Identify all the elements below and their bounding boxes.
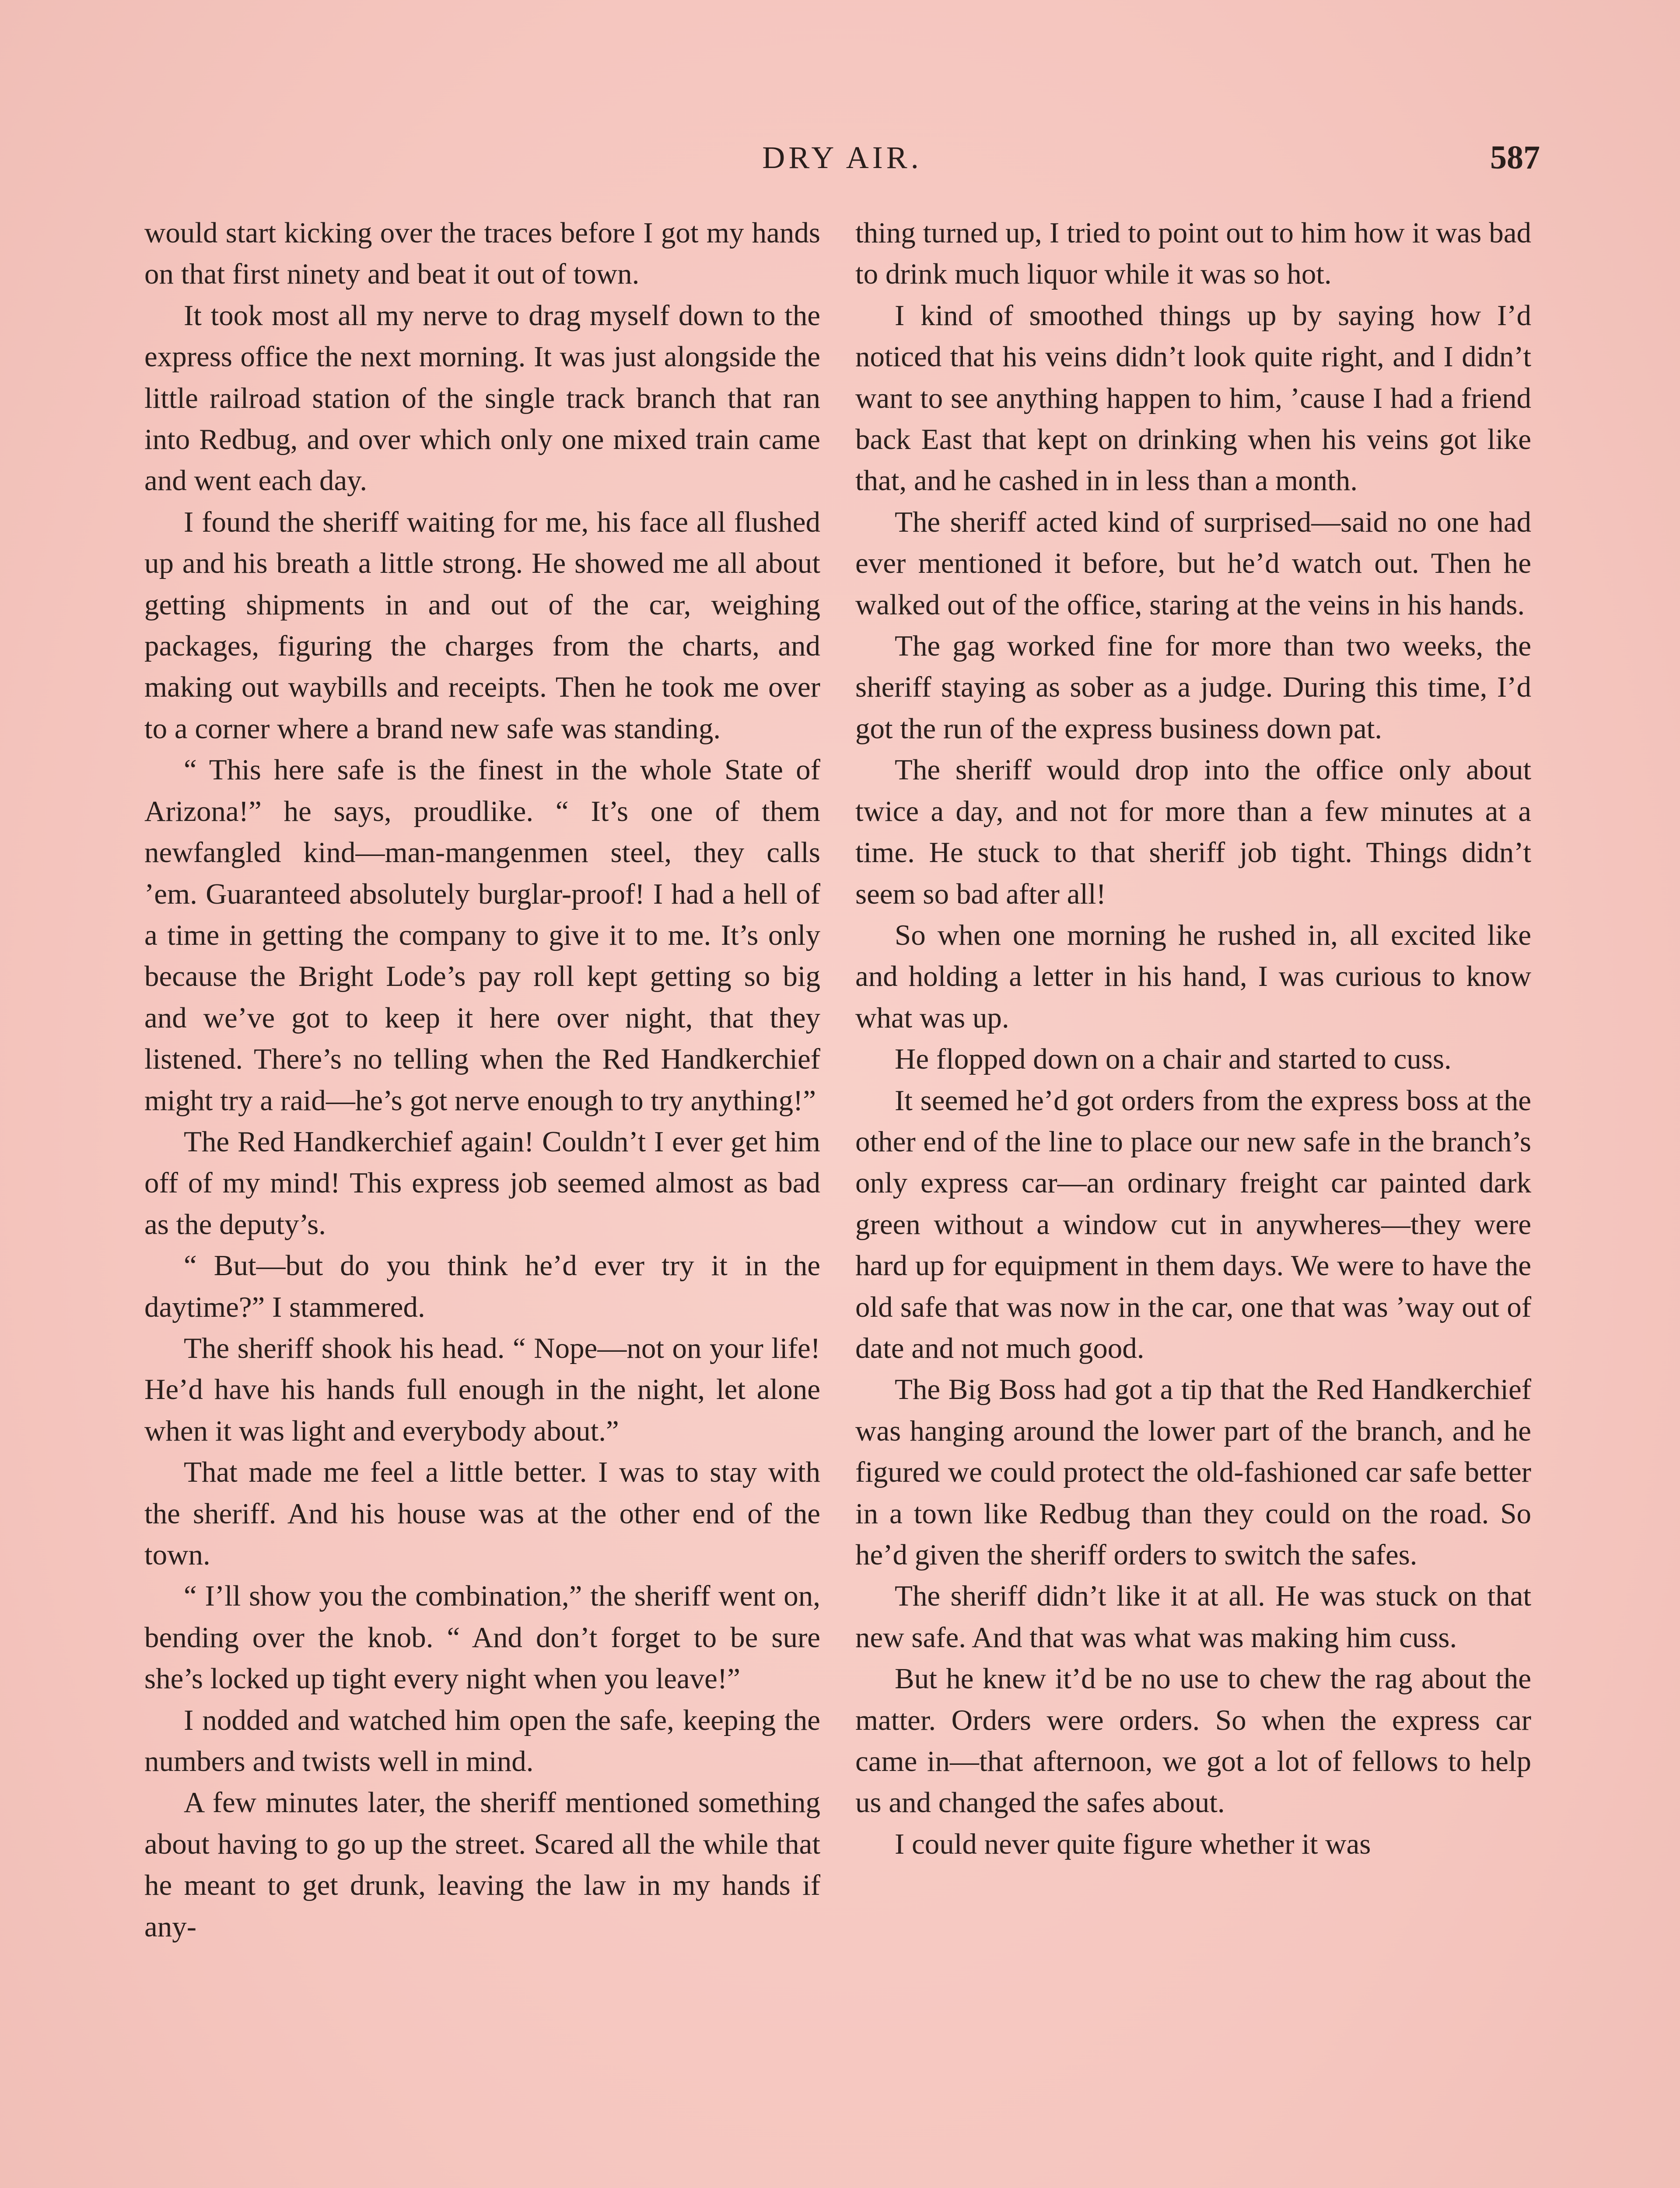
paragraph: The sheriff would drop into the office only about twice a day, and not for more than a few minutes at a time. He stuck to that sheriff job tight. Things didn’t seem so bad after all! [855,754,1531,910]
paragraph: I could never quite figure whether it was [895,1827,1371,1860]
page-number: 587 [1490,139,1540,176]
paragraph: I kind of smoothed things up by saying how I’d noticed that his veins didn’t look quite right, and I didn’t want to see anything happen to him, ’cause I had a friend back East that kept on drinking when his veins got like that, and he cashed in in less than a month. [855,299,1531,497]
paragraph: A few minutes later, the sheriff mentioned something about having to go up the street. Scared all the while that he meant to get drunk, leaving the law in my hands if any- [144,1786,820,1943]
paragraph: So when one morning he rushed in, all excited like and holding a letter in his hand, I was curious to know what was up. [855,919,1531,1034]
paragraph: “ But—but do you think he’d ever try it in the daytime?” I stammered. [144,1249,820,1323]
paragraph: That made me feel a little better. I was to stay with the sheriff. And his house was at the other end of the town. [144,1456,820,1571]
paragraph: The sheriff didn’t like it at all. He was stuck on that new safe. And that was what was making him cuss. [855,1580,1531,1654]
text-body [144,212,1540,2188]
paragraph: “ I’ll show you the combination,” the sheriff went on, bending over the knob. “ And don’t forget to be sure she’s locked up tight every night when you leave!” [144,1580,820,1695]
paragraph: “ This here safe is the finest in the whole State of Arizona!” he says, proudlike. “ It’s one of them newfangled kind—man-mangenmen steel, they calls ’em. Guaranteed absolutely burglar-proof! I had a hell of a time in getting the company to give it to me. It’s only because the Bright Lode’s pay roll kept getting so big and we’ve got to keep it here over night, that they listened. There’s no telling when the Red Handkerchief might try a raid—he’s got nerve enough to try anything!” [144,754,820,1117]
paragraph: He flopped down on a chair and started to cuss. [895,1043,1452,1076]
paragraph: I nodded and watched him open the safe, keeping the numbers and twists well in mind. [144,1704,820,1778]
paragraph: The Big Boss had got a tip that the Red Handkerchief was hanging around the lower part of the branch, and he figured we could protect the old-fashioned car safe better in a town like Redbug than they could on the road. So he’d given the sheriff orders to switch the safes. [855,1373,1531,1571]
paragraph: It seemed he’d got orders from the express boss at the other end of the line to place our new safe in the branch’s only express car—an ordinary freight car painted dark green without a window cut in anywheres—they were hard up for equipment in them days. We were to have the old safe that was now in the car, one that was ’way out of date and not much good. [855,1084,1531,1364]
paragraph: thing turned up, I tried to point out to him how it was bad to drink much liquor while it was so hot. [855,217,1531,291]
running-title: DRY AIR. [762,140,922,175]
paragraph: would start kicking over the traces before I got my hands on that first ninety and beat it out of town. [144,217,820,291]
right-column [855,212,1531,2188]
paragraph: The gag worked fine for more than two weeks, the sheriff staying as sober as a judge. During this time, I’d got the run of the express business down pat. [855,630,1531,745]
paragraph: It took most all my nerve to drag myself down to the express office the next morning. It was just alongside the little railroad station of the single track branch that ran into Redbug, and over which only one mixed train came and went each day. [144,299,820,497]
page-header [144,131,1540,184]
left-column [144,212,820,2188]
paragraph: The Red Handkerchief again! Couldn’t I ever get him off of my mind! This express job seemed almost as bad as the deputy’s. [144,1125,820,1241]
paragraph: I found the sheriff waiting for me, his face all flushed up and his breath a little strong. He showed me all about getting shipments in and out of the car, weighing packages, figuring the charges from the charts, and making out waybills and receipts. Then he took me over to a corner where a brand new safe was standing. [144,505,820,745]
paragraph: But he knew it’d be no use to chew the rag about the matter. Orders were orders. So when the express car came in—that afternoon, we got a lot of fellows to help us and changed the safes about. [855,1662,1531,1819]
paragraph: The sheriff shook his head. “ Nope—not on your life! He’d have his hands full enough in the night, let alone when it was light and everybody about.” [144,1332,820,1447]
paragraph: The sheriff acted kind of surprised—said no one had ever mentioned it before, but he’d watch out. Then he walked out of the office, staring at the veins in his hands. [855,505,1531,621]
